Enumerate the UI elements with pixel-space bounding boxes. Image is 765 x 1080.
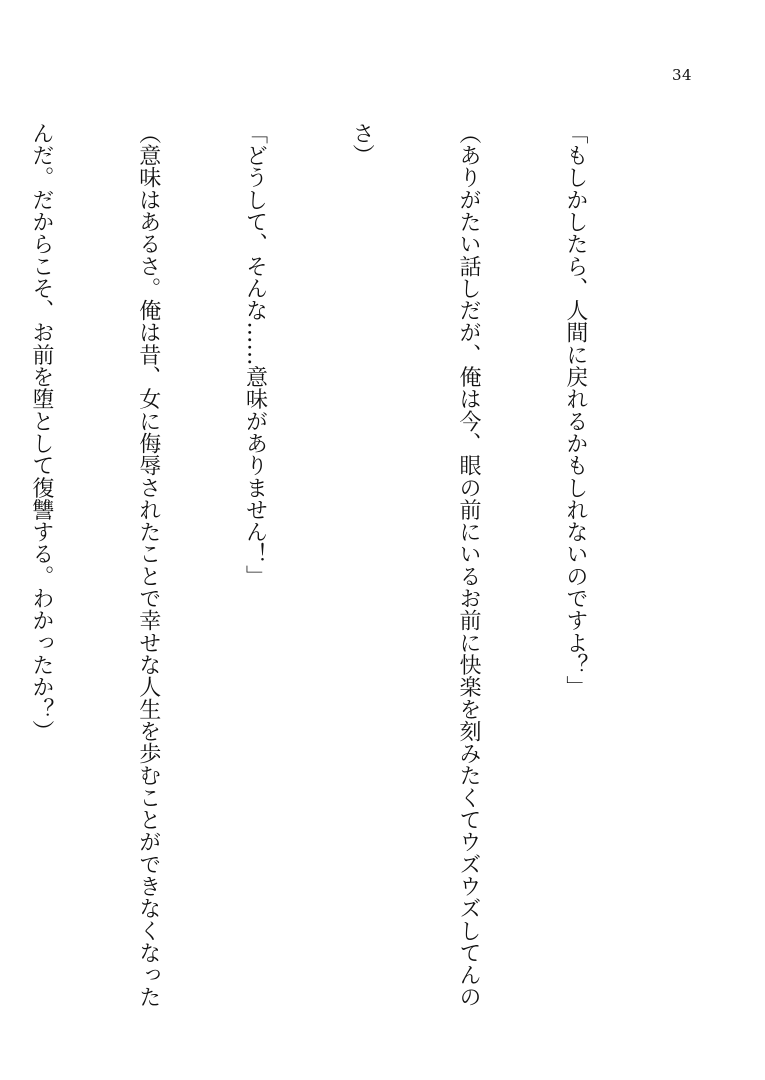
text-line: 「どうして、そんな……意味がありません！」 [242, 122, 268, 588]
text-line: さ） [349, 122, 375, 167]
page-number: 34 [672, 66, 693, 84]
text-line: （意味はあるさ。俺は昔、女に侮辱されたことで幸せな人生を歩むことができなくなった [135, 122, 161, 1008]
text-line: んだ。だからこそ、お前を堕として復讐する。わかったか？） [28, 122, 54, 743]
text-line: （ありがたい話しだが、俺は今、眼の前にいるお前に快楽を刻みたくてウズウズしてんの [456, 122, 482, 1008]
text-line: 「もしかしたら、人間に戻れるかもしれないのですよ？」 [562, 122, 588, 698]
vertical-text-body [0, 122, 664, 1008]
